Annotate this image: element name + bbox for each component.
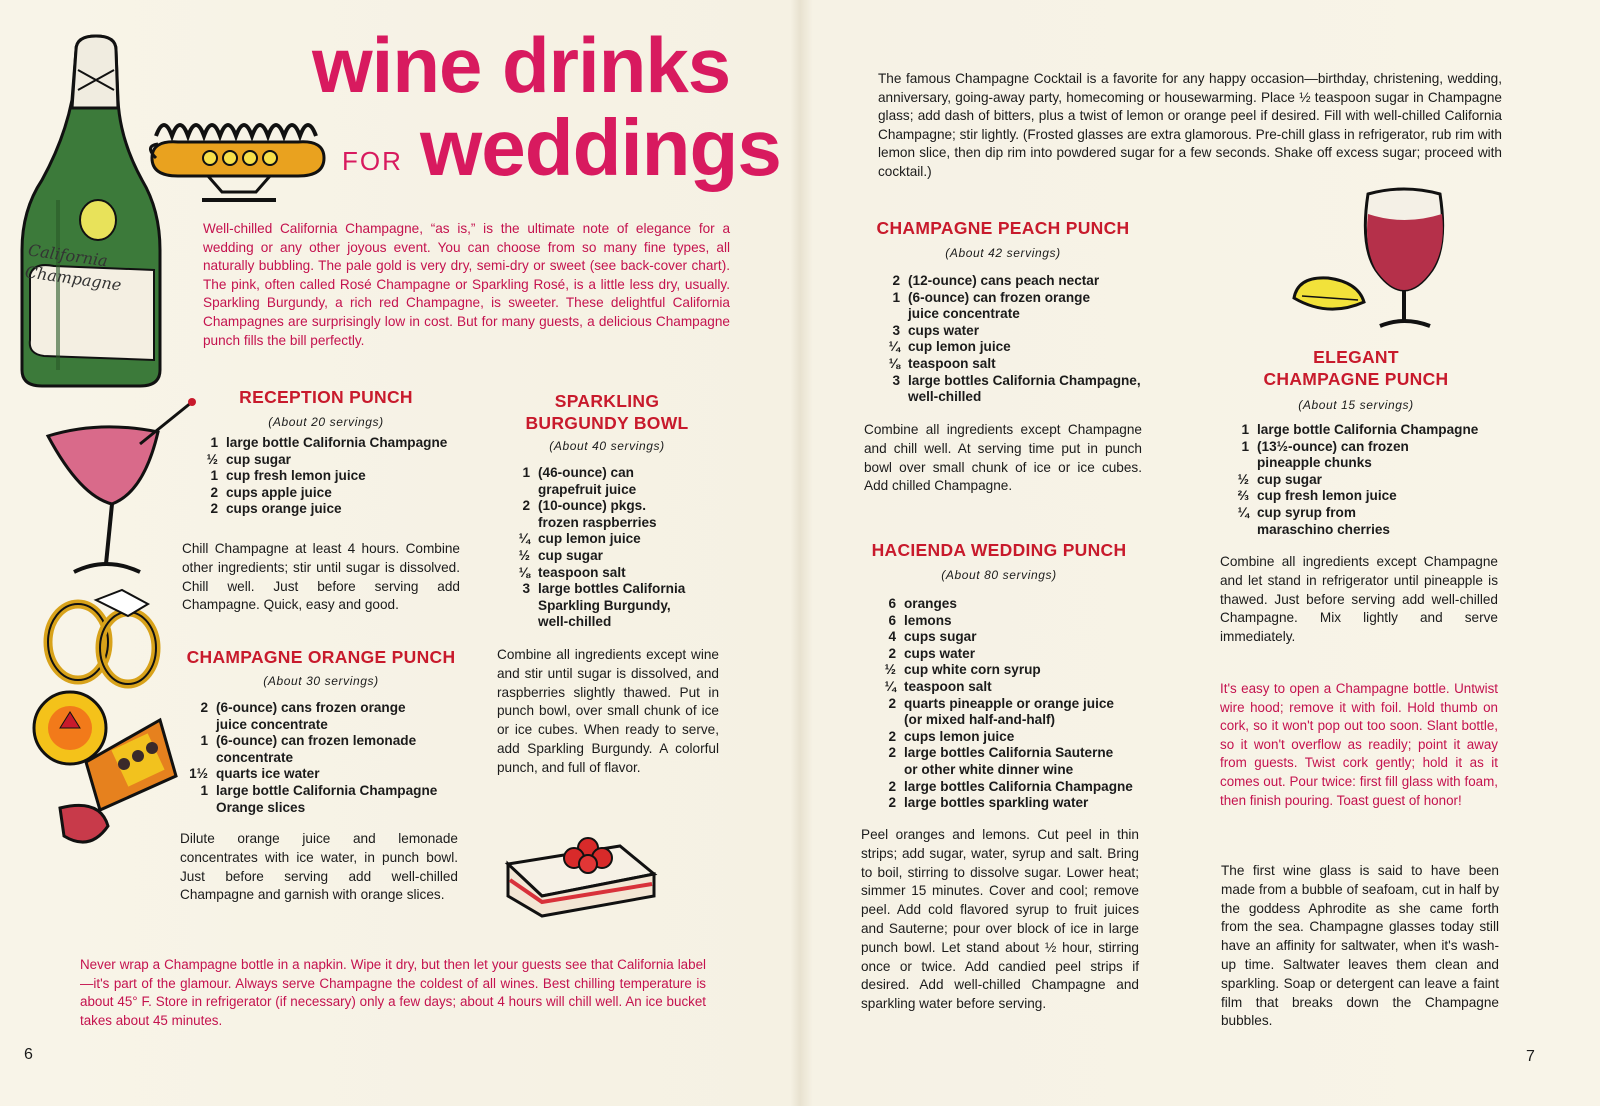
ingredient-text: cup sugar [1257, 471, 1322, 487]
opening-bottle-tip: It's easy to open a Champagne bottle. Untwist wire hood; remove it with foil. Hold thumb on cork, so it won't pop out too soon. Slant bottle, so it won't overflow as readily; point it away from guests. Twist cork gently; hold it as it comes out. Pour twice: first fill glass with foam, then finish pouring. Toast guest of honor! [1220, 681, 1498, 808]
ingredient-text: teaspoon salt [908, 355, 996, 371]
ingredient-quantity: ¼ [884, 678, 896, 694]
ingredient-row [508, 598, 728, 615]
recipe-directions: Combine all ingredients except Champagne and chill well. At serving time put in punch bowl over small chunk of ice or ice cubes. Add chilled Champagne. [864, 422, 1142, 494]
ingredient-row [508, 465, 728, 482]
chilling-tip: Never wrap a Champagne bottle in a napkin. Wipe it dry, but then let your guests see that California label—it's part of the glamour. Always serve Champagne the coldest of all wines. Best chilling temperature is about 45° F. Store in refrigerator (if necessary) only a few days; about 4 hours will chill well. An ice bucket takes about 45 minutes. [80, 957, 706, 1028]
ingredient-quantity [878, 306, 908, 323]
ingredient-text: Orange slices [216, 799, 306, 815]
ingredient-text: juice concentrate [908, 306, 1020, 322]
ingredient-quantity: ⅛ [518, 564, 530, 580]
recipe-title: CHAMPAGNE PEACH PUNCH [876, 218, 1130, 238]
recipe-sparkling-burgundy-bowl [500, 390, 714, 453]
ingredient-text: large bottles California Sauterne [904, 745, 1114, 761]
cake-slice-illustration [502, 826, 662, 920]
ingredient-text: (6-ounce) cans frozen orange [216, 700, 406, 715]
ingredient-text: cups water [904, 645, 976, 661]
ingredient-quantity: ¼ [888, 339, 900, 355]
recipe-reception-punch [196, 386, 456, 518]
recipe-title-line2: CHAMPAGNE PUNCH [1263, 369, 1449, 389]
ingredient-row [878, 273, 1158, 290]
ingredient-row [508, 565, 728, 582]
ingredient-quantity: 1 [892, 289, 900, 305]
ingredient-quantity: ⅛ [888, 355, 900, 371]
ingredient-row [878, 356, 1158, 373]
ingredient-row [874, 646, 1164, 663]
ingredient-row [1227, 455, 1517, 472]
ingredient-quantity: 1 [1241, 422, 1249, 437]
ingredient-quantity: 1½ [189, 766, 208, 782]
ingredient-row [1227, 505, 1517, 522]
page-title-line2: weddings [420, 103, 781, 192]
ingredient-row [186, 766, 466, 783]
ingredient-text: large bottles California [538, 581, 686, 597]
ingredient-row [874, 779, 1164, 796]
candies-illustration [20, 686, 180, 856]
ingredient-list [186, 700, 466, 816]
ingredient-quantity: 3 [522, 581, 530, 597]
ingredient-row [508, 581, 728, 598]
ingredient-quantity: 3 [892, 372, 900, 388]
ingredient-text: quarts pineapple or orange juice [904, 695, 1114, 711]
pink-cocktail-glass-illustration [40, 396, 200, 586]
page-title-for: FOR [342, 146, 403, 176]
ingredient-quantity: 2 [892, 273, 900, 288]
champagne-bottle-illustration [14, 30, 164, 390]
ingredient-text: (10-ounce) pkgs. [538, 498, 647, 514]
recipe-servings: (About 80 servings) [941, 568, 1057, 582]
ingredient-row [1227, 439, 1517, 456]
recipe-servings: (About 40 servings) [549, 439, 665, 453]
ingredient-row [878, 339, 1158, 356]
ingredient-quantity: ½ [206, 451, 218, 467]
ingredient-row [874, 679, 1164, 696]
ingredient-row [874, 613, 1164, 630]
ingredient-quantity [186, 717, 216, 734]
ingredient-row [508, 498, 728, 515]
ingredient-row [1227, 522, 1517, 539]
right-page [800, 0, 1600, 1106]
ingredient-row [878, 323, 1158, 340]
ingredient-text: maraschino cherries [1257, 521, 1390, 537]
ingredient-quantity: 2 [888, 695, 896, 711]
champagne-cocktail-paragraph: The famous Champagne Cocktail is a favorite for any happy occasion—birthday, christening, wedding, anniversary, going-away party, homecoming or housewarming. Place ½ teaspoon sugar in Champagne glass; add dash of bitters, plus a twist of lemon or orange peel if desired. Fill with well-chilled California Champagne; stir lightly. (Frosted glasses are extra glamorous. Pre-chill glass in refrigerator, rub rim with lemon slice, then dip rim into powdered sugar for a few seconds. Shake off excess sugar; proceed with cocktail.) [878, 71, 1502, 179]
ingredient-row [874, 596, 1164, 613]
ingredient-quantity: ½ [884, 662, 896, 678]
ingredient-row [874, 629, 1164, 646]
ingredient-row [186, 717, 466, 734]
ingredient-quantity: 1 [200, 733, 208, 749]
ingredient-quantity [874, 712, 904, 729]
ingredient-quantity: 6 [888, 596, 896, 611]
ingredient-text: cups sugar [904, 629, 977, 645]
recipe-servings: (About 20 servings) [268, 415, 384, 429]
ingredient-text: oranges [904, 596, 957, 611]
ingredient-quantity: 2 [888, 795, 896, 811]
ingredient-quantity: 2 [210, 501, 218, 517]
ingredient-row [874, 696, 1164, 713]
page-number: 6 [24, 1046, 33, 1063]
recipe-directions: Peel oranges and lemons. Cut peel in thin strips; add sugar, water, syrup and salt. Bring to boil, stirring to dissolve sugar. Lower heat; simmer 15 minutes. Cover and cool; remove peel. Add cold flavored syrup to fruit juices and Sauterne; pour over block of ice in large punch bowl. Let stand about ½ hour, stirring once or twice. Add candied peel strips if desired. Add well-chilled Champagne and sparkling water before serving. [861, 827, 1139, 1012]
ingredient-text: (13½-ounce) can frozen [1257, 438, 1409, 454]
ingredient-text: large bottle California Champagne [1257, 422, 1479, 437]
ingredient-text: cups water [908, 322, 980, 338]
ingredient-quantity: 1 [210, 468, 218, 484]
recipe-servings: (About 30 servings) [263, 674, 379, 688]
ingredient-text: teaspoon salt [904, 678, 992, 694]
ingredient-quantity: ½ [518, 547, 530, 563]
ingredient-text: quarts ice water [216, 766, 320, 782]
ingredient-row [186, 800, 466, 817]
ingredient-row [878, 389, 1158, 406]
ingredient-text: concentrate [216, 749, 294, 765]
ingredient-row [878, 306, 1158, 323]
ingredient-text: cup sugar [538, 547, 603, 563]
ingredient-quantity [508, 515, 538, 532]
recipe-title-line1: SPARKLING [554, 391, 660, 411]
ingredient-row [196, 501, 456, 518]
ingredient-text: pineapple chunks [1257, 455, 1372, 471]
ingredient-row [1227, 488, 1517, 505]
ingredient-text: Sparkling Burgundy, [538, 597, 671, 613]
page-title-line1: wine drinks [312, 21, 731, 109]
ingredient-row [508, 614, 728, 631]
wedding-rings-illustration [36, 582, 166, 692]
ingredient-text: large bottles California Champagne [904, 778, 1133, 794]
ingredient-quantity: 6 [888, 612, 896, 628]
ingredient-quantity: 2 [200, 700, 208, 715]
recipe-servings: (About 15 servings) [1298, 398, 1414, 412]
intro-paragraph: Well-chilled California Champagne, “as is,” is the ultimate note of elegance for a wedding or any other joyous event. You can choose from so many fine types, all naturally bubbling. The pale gold is very dry, semi-dry or sweet (see back-cover chart). The pink, often called Rosé Champagne or Sparkling Rosé, is a little less dry, usually. Sparkling Burgundy, a rich red Champagne, is sweeter. These delightful California Champagnes are surprisingly low in cost. But for many guests, a delicious Champagne punch fills the bill perfectly. [203, 221, 730, 348]
ingredient-text: cups orange juice [226, 501, 342, 517]
ingredient-list [874, 596, 1164, 812]
ingredient-text: cups apple juice [226, 484, 332, 500]
red-wine-glass-illustration [1288, 186, 1478, 336]
ingredient-row [196, 452, 456, 469]
ingredient-text: juice concentrate [216, 716, 328, 732]
ingredient-text: well-chilled [538, 614, 612, 630]
ingredient-quantity [1227, 455, 1257, 472]
ingredient-row [874, 662, 1164, 679]
wedding-cake-illustration [148, 96, 328, 206]
ingredient-quantity: ⅔ [1237, 488, 1249, 504]
bottle-label-text: California Champagne [23, 240, 123, 295]
ingredient-quantity [874, 762, 904, 779]
ingredient-row [874, 745, 1164, 762]
ingredient-row [1227, 472, 1517, 489]
recipe-title-line2: BURGUNDY BOWL [525, 413, 689, 433]
ingredient-text: well-chilled [908, 389, 982, 405]
ingredient-quantity: 4 [888, 629, 896, 645]
ingredient-text: cup sugar [226, 451, 291, 467]
ingredient-text: frozen raspberries [538, 514, 657, 530]
ingredient-quantity [508, 598, 538, 615]
ingredient-row [186, 783, 466, 800]
ingredient-quantity: ¼ [518, 531, 530, 547]
left-page [0, 0, 790, 1106]
ingredient-text: or other white dinner wine [904, 761, 1074, 777]
recipe-title-line1: ELEGANT [1313, 347, 1399, 367]
recipe-title: CHAMPAGNE ORANGE PUNCH [186, 647, 456, 667]
ingredient-text: cup lemon juice [538, 531, 641, 547]
ingredient-row [878, 290, 1158, 307]
ingredient-list [196, 435, 456, 518]
ingredient-text: large bottles California Champagne, [908, 372, 1141, 388]
ingredient-row [874, 762, 1164, 779]
recipe-elegant-champagne-punch [1240, 346, 1472, 412]
recipe-directions: Combine all ingredients except Champagne and let stand in refrigerator until pineapple is thawed. Just before serving add well-chilled Champagne. Mix lightly and serve immediately. [1220, 554, 1498, 645]
ingredient-text: cup lemon juice [908, 339, 1011, 355]
ingredient-quantity: 2 [522, 498, 530, 514]
ingredient-quantity [508, 614, 538, 631]
ingredient-quantity: 2 [888, 778, 896, 794]
recipe-hacienda-wedding-punch [860, 539, 1138, 582]
ingredient-list [508, 465, 728, 631]
ingredient-text: (6-ounce) can frozen orange [908, 289, 1091, 305]
ingredient-quantity [508, 482, 538, 499]
ingredient-quantity: 2 [210, 484, 218, 500]
ingredient-quantity: ¼ [1237, 504, 1249, 520]
ingredient-text: (or mixed half-and-half) [904, 712, 1056, 728]
recipe-champagne-peach-punch [866, 217, 1140, 260]
ingredient-row [196, 435, 456, 452]
ingredient-row [878, 373, 1158, 390]
ingredient-quantity [1227, 522, 1257, 539]
ingredient-text: cup fresh lemon juice [226, 468, 366, 484]
ingredient-text: large bottle California Champagne [226, 435, 448, 450]
ingredient-text: cup white corn syrup [904, 662, 1041, 678]
ingredient-row [874, 729, 1164, 746]
ingredient-quantity: 1 [522, 465, 530, 480]
recipe-champagne-orange-punch [178, 646, 464, 688]
ingredient-quantity: 1 [1241, 438, 1249, 454]
ingredient-text: cup fresh lemon juice [1257, 488, 1397, 504]
ingredient-row [874, 712, 1164, 729]
ingredient-row [196, 468, 456, 485]
ingredient-text: large bottle California Champagne [216, 782, 438, 798]
ingredient-row [196, 485, 456, 502]
ingredient-row [186, 750, 466, 767]
ingredient-quantity: 2 [888, 728, 896, 744]
ingredient-row [874, 795, 1164, 812]
recipe-title: HACIENDA WEDDING PUNCH [871, 540, 1127, 560]
recipe-title: RECEPTION PUNCH [239, 387, 413, 407]
ingredient-quantity: 2 [888, 745, 896, 761]
ingredient-text: cups lemon juice [904, 728, 1015, 744]
ingredient-row [508, 482, 728, 499]
ingredient-text: teaspoon salt [538, 564, 626, 580]
ingredient-row [186, 700, 466, 717]
recipe-directions: Dilute orange juice and lemonade concentrates with ice water, in punch bowl. Just before serving add well-chilled Champagne and garnish with orange slices. [180, 831, 458, 903]
ingredient-list [1227, 422, 1517, 538]
first-wine-glass-paragraph: The first wine glass is said to have been made from a bubble of seafoam, cut in half by the goddess Aphrodite as she came forth from the sea. Champagne glasses today still have an affinity for saltwater, when it's wash-up time. Saltwater leaves them clean and sparkling. Soap or detergent can leave a faint film that breaks down the Champagne bubbles. [1221, 863, 1499, 1029]
ingredient-quantity: 1 [200, 782, 208, 798]
ingredient-quantity [186, 750, 216, 767]
ingredient-text: lemons [904, 612, 952, 628]
ingredient-list [878, 273, 1158, 406]
ingredient-text: (6-ounce) can frozen lemonade [216, 733, 417, 749]
ingredient-quantity: 1 [210, 435, 218, 450]
ingredient-text: cup syrup from [1257, 504, 1356, 520]
recipe-servings: (About 42 servings) [945, 246, 1061, 260]
ingredient-quantity: 3 [892, 322, 900, 338]
ingredient-row [186, 733, 466, 750]
ingredient-text: (12-ounce) cans peach nectar [908, 273, 1100, 288]
ingredient-text: large bottles sparkling water [904, 795, 1089, 811]
ingredient-quantity: ½ [1237, 471, 1249, 487]
recipe-directions: Combine all ingredients except wine and stir until sugar is dissolved, and raspberries slightly thawed. Put in punch bowl, over small chunk of ice or ice cubes. When ready to serve, add Sparkling Burgundy. A colorful punch, and full of flavor. [497, 647, 719, 775]
page-number: 7 [1526, 1048, 1535, 1065]
ingredient-text: grapefruit juice [538, 481, 637, 497]
ingredient-text: (46-ounce) can [538, 465, 634, 480]
recipe-directions: Chill Champagne at least 4 hours. Combine other ingredients; stir until sugar is dissolved. Chill well. Just before serving add Champagne. Quick, easy and good. [182, 541, 460, 613]
ingredient-row [508, 515, 728, 532]
ingredient-quantity [878, 389, 908, 406]
ingredient-row [508, 531, 728, 548]
ingredient-quantity [186, 800, 216, 817]
ingredient-quantity: 2 [888, 645, 896, 661]
ingredient-row [508, 548, 728, 565]
ingredient-row [1227, 422, 1517, 439]
